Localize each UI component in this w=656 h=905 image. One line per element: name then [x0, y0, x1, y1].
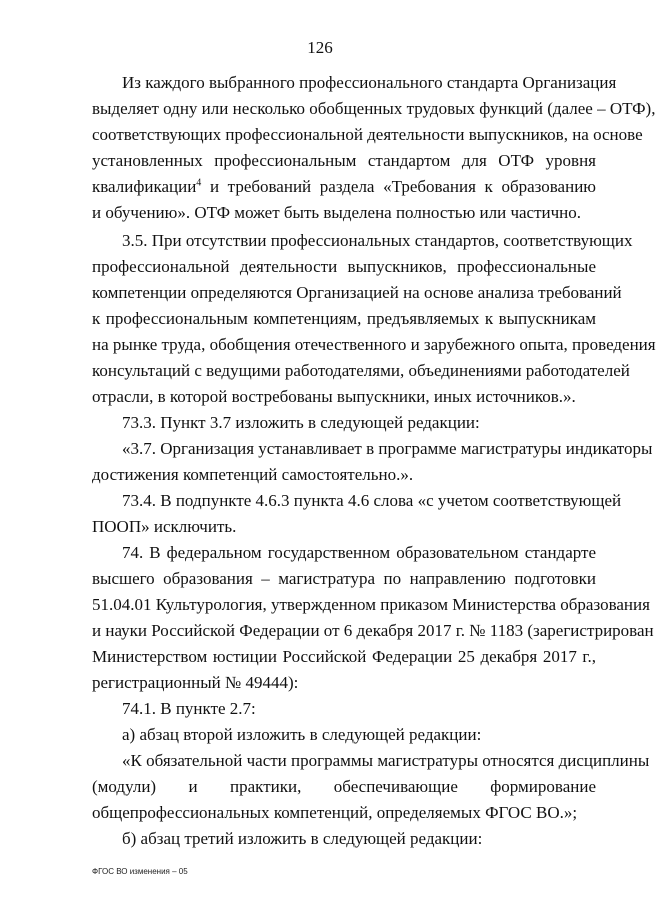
paragraph-5-line-2: ПООП» исключить. [92, 517, 237, 536]
paragraph-1-line-4: установленных профессиональным стандартом для ОТФ уровня [92, 151, 596, 170]
paragraph-2-line-7: отрасли, в которой востребованы выпускники, иных источников.». [92, 387, 576, 406]
footer-note: ФГОС ВО изменения – 05 [92, 867, 188, 876]
paragraph-6-line-4: и науки Российской Федерации от 6 декабря 2017 г. № 1183 (зарегистрирован [92, 621, 654, 640]
paragraph-2-line-3: компетенции определяются Организацией на основе анализа требований [92, 283, 622, 302]
paragraph-1-line-5-head: квалификации [92, 177, 197, 196]
paragraph-1-line-2: выделяет одну или несколько обобщенных трудовых функций (далее – ОТФ), [92, 99, 656, 118]
paragraph-9-line-3: общепрофессиональных компетенций, определяемых ФГОС ВО.»; [92, 803, 578, 822]
paragraph-2-line-6: консультаций с ведущими работодателями, объединениями работодателей [92, 361, 630, 380]
paragraph-6-line-2: высшего образования – магистратура по направлению подготовки [92, 569, 596, 588]
paragraph-10-line-1: б) абзац третий изложить в следующей редакции: [122, 829, 483, 848]
paragraph-6-line-1: 74. В федеральном государственном образовательном стандарте [122, 543, 596, 562]
paragraph-2-line-2: профессиональной деятельности выпускников, профессиональные [92, 257, 596, 276]
paragraph-5-line-1: 73.4. В подпункте 4.6.3 пункта 4.6 слова «с учетом соответствующей [122, 491, 622, 510]
footnote-ref: 4 [196, 177, 202, 189]
paragraph-6-line-5: Министерством юстиции Российской Федерации 25 декабря 2017 г., [92, 647, 596, 666]
page-number: 126 [307, 38, 333, 57]
paragraph-2-line-5: на рынке труда, обобщения отечественного и зарубежного опыта, проведения [92, 335, 656, 354]
paragraph-9-line-2: (модули) и практики, обеспечивающие формирование [92, 777, 596, 796]
paragraph-1-line-1: Из каждого выбранного профессионального стандарта Организация [122, 73, 617, 92]
paragraph-7-line-1: 74.1. В пункте 2.7: [122, 699, 256, 718]
paragraph-1-line-6: и обучению». ОТФ может быть выделена полностью или частично. [92, 203, 582, 222]
paragraph-6-line-3: 51.04.01 Культурология, утвержденном приказом Министерства образования [92, 595, 650, 614]
paragraph-3-line-1: 73.3. Пункт 3.7 изложить в следующей редакции: [122, 413, 480, 432]
paragraph-2-line-1: 3.5. При отсутствии профессиональных стандартов, соответствующих [122, 231, 633, 250]
paragraph-1-line-3: соответствующих профессиональной деятельности выпускников, на основе [92, 125, 643, 144]
paragraph-1-line-5-tail: и требований раздела «Требования к образованию [201, 177, 596, 196]
paragraph-4-line-2: достижения компетенций самостоятельно.». [92, 465, 414, 484]
paragraph-6-line-6: регистрационный № 49444): [92, 673, 299, 692]
paragraph-2-line-4: к профессиональным компетенциям, предъявляемых к выпускникам [92, 309, 596, 328]
paragraph-4-line-1: «3.7. Организация устанавливает в программе магистратуры индикаторы [122, 439, 653, 458]
paragraph-8-line-1: а) абзац второй изложить в следующей редакции: [122, 725, 482, 744]
paragraph-9-line-1: «К обязательной части программы магистратуры относятся дисциплины [122, 751, 650, 770]
paragraph-1-line-5 [92, 176, 596, 198]
